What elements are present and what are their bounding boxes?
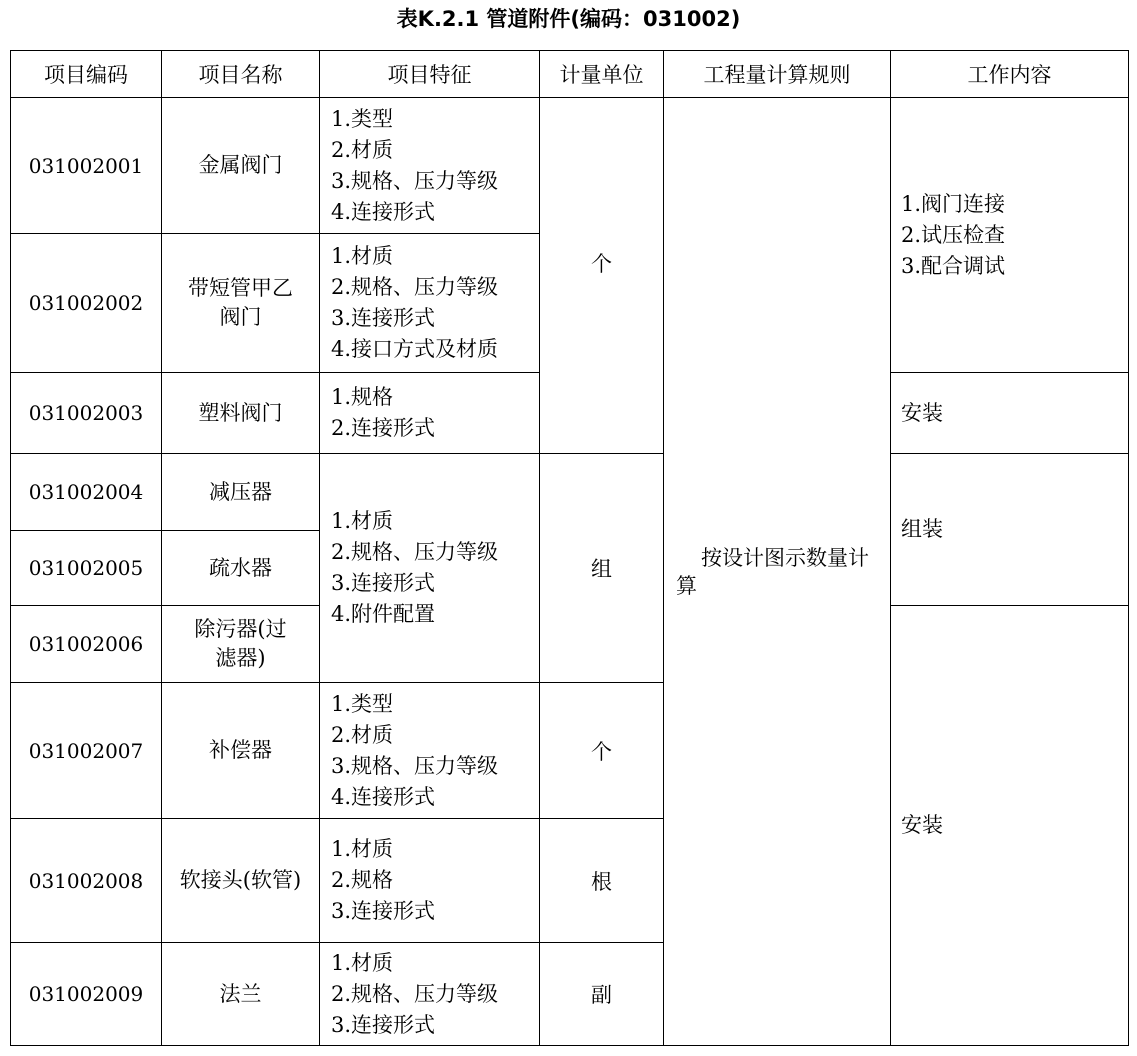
item-name — [162, 606, 320, 683]
work-line: 3.配合调试 — [901, 253, 1006, 278]
item-features — [320, 98, 540, 234]
header-unit: 计量单位 — [540, 51, 664, 98]
item-code: 031002006 — [11, 606, 162, 683]
item-features — [320, 373, 540, 454]
feature-line: 1.材质 — [331, 950, 394, 975]
item-name: 金属阀门 — [162, 98, 320, 234]
item-code: 031002002 — [11, 234, 162, 373]
feature-line: 2.材质 — [331, 722, 394, 747]
feature-line: 4.接口方式及材质 — [331, 337, 499, 361]
item-name: 疏水器 — [162, 531, 320, 606]
item-features — [320, 454, 540, 683]
feature-line: 3.连接形式 — [331, 899, 436, 923]
item-features — [320, 683, 540, 819]
item-code: 031002001 — [11, 98, 162, 234]
item-features — [320, 819, 540, 943]
unit-cell: 组 — [540, 454, 664, 683]
feature-line: 4.连接形式 — [331, 784, 436, 809]
item-name: 塑料阀门 — [162, 373, 320, 454]
feature-line: 4.附件配置 — [331, 602, 436, 626]
work-line: 1.阀门连接 — [901, 191, 1006, 216]
item-code: 031002009 — [11, 943, 162, 1046]
feature-line: 2.规格、压力等级 — [331, 981, 499, 1006]
table-row — [11, 454, 1129, 531]
header-rule: 工程量计算规则 — [664, 51, 891, 98]
unit-cell: 个 — [540, 98, 664, 454]
item-features — [320, 234, 540, 373]
quantity-rule — [664, 98, 891, 1046]
item-code: 031002005 — [11, 531, 162, 606]
header-name: 项目名称 — [162, 51, 320, 98]
work-content: 组装 — [891, 454, 1129, 606]
feature-line: 3.规格、压力等级 — [331, 753, 499, 778]
item-features — [320, 943, 540, 1046]
unit-cell: 个 — [540, 683, 664, 819]
feature-line: 3.连接形式 — [331, 571, 436, 595]
feature-line: 2.连接形式 — [331, 416, 436, 440]
table-row — [11, 98, 1129, 234]
feature-line: 1.类型 — [331, 691, 394, 716]
feature-line: 2.规格、压力等级 — [331, 540, 499, 564]
unit-cell: 根 — [540, 819, 664, 943]
item-name-text: 带短管甲乙阀门 — [188, 276, 293, 329]
item-name: 法兰 — [162, 943, 320, 1046]
feature-line: 1.材质 — [331, 509, 394, 533]
work-line: 2.试压检查 — [901, 222, 1006, 247]
item-code: 031002004 — [11, 454, 162, 531]
work-content: 安装 — [891, 373, 1129, 454]
work-content: 安装 — [891, 606, 1129, 1046]
header-code: 项目编码 — [11, 51, 162, 98]
table-title: 表K.2.1 管道附件(编码：031002) — [396, 7, 741, 31]
feature-line: 3.连接形式 — [331, 306, 436, 330]
feature-line: 4.连接形式 — [331, 199, 436, 224]
unit-cell: 副 — [540, 943, 664, 1046]
feature-line: 2.材质 — [331, 137, 394, 162]
item-name: 软接头(软管) — [162, 819, 320, 943]
feature-line: 3.规格、压力等级 — [331, 168, 499, 193]
item-name — [162, 234, 320, 373]
feature-line: 1.材质 — [331, 244, 394, 268]
item-name: 减压器 — [162, 454, 320, 531]
work-content — [891, 98, 1129, 373]
header-row — [11, 51, 1129, 98]
feature-line: 1.类型 — [331, 106, 394, 131]
item-name: 补偿器 — [162, 683, 320, 819]
rule-text: 按设计图示数量计算 — [676, 545, 869, 598]
header-work: 工作内容 — [891, 51, 1129, 98]
pipe-fittings-table — [10, 50, 1129, 1046]
feature-line: 1.规格 — [331, 385, 394, 409]
item-code: 031002007 — [11, 683, 162, 819]
feature-line: 2.规格 — [331, 868, 394, 892]
item-code: 031002003 — [11, 373, 162, 454]
feature-line: 2.规格、压力等级 — [331, 275, 499, 299]
item-name-text: 除污器(过滤器) — [194, 617, 287, 670]
header-features: 项目特征 — [320, 51, 540, 98]
item-code: 031002008 — [11, 819, 162, 943]
feature-line: 3.连接形式 — [331, 1012, 436, 1037]
feature-line: 1.材质 — [331, 837, 394, 861]
